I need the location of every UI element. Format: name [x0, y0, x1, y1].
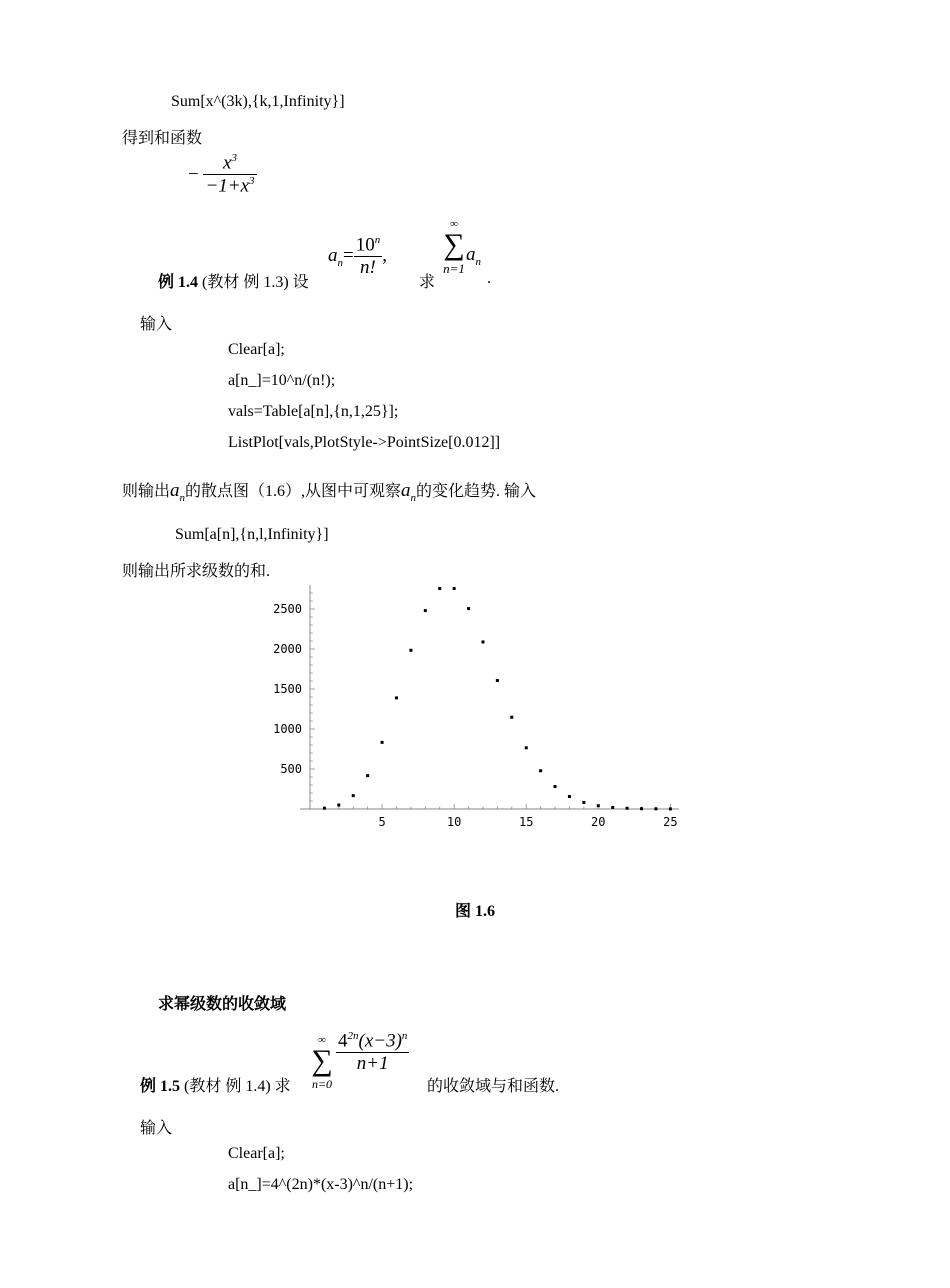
example-label-2: 例 1.5: [140, 1078, 181, 1095]
equals-sign: =: [343, 245, 354, 267]
code-line-6: a[n_]=4^(2n)*(x-3)^n/(n+1);: [228, 1176, 414, 1193]
sigma-symbol: ∑: [443, 228, 465, 261]
input-label-1: 输入: [140, 316, 173, 333]
data-point: [366, 774, 369, 777]
paren-exp: n: [401, 1030, 408, 1042]
numerator-exp: 3: [231, 152, 237, 164]
x-tick-label: 15: [518, 815, 534, 829]
base-four: 4: [338, 1030, 348, 1052]
period: .: [487, 270, 491, 287]
denominator: −1+x: [205, 175, 250, 197]
data-point: [395, 696, 398, 699]
data-point: [337, 804, 340, 807]
data-point: [481, 640, 484, 643]
data-point: [409, 649, 412, 652]
output-text: 则输出所求级数的和.: [122, 563, 271, 580]
y-tick-label: 1000: [273, 722, 302, 736]
x-tick-label: 25: [663, 815, 678, 829]
example-1-5-tail: 的收敛域与和函数.: [427, 1078, 560, 1095]
sum-operator-2: [308, 1035, 336, 1090]
sum-upper: ∞: [450, 218, 458, 230]
a-symbol: a: [328, 245, 338, 267]
y-tick-label: 500: [280, 762, 302, 776]
figure-caption: 图 1.6: [455, 903, 496, 920]
y-tick-label: 2500: [273, 602, 302, 616]
data-point: [597, 804, 600, 807]
code-line-4: ListPlot[vals,PlotStyle->PointSize[0.012]]: [228, 434, 501, 451]
data-point: [496, 679, 499, 682]
data-point: [539, 769, 542, 772]
sum-term-a: a: [466, 244, 476, 265]
data-point: [467, 607, 470, 610]
data-point: [611, 806, 614, 809]
explain-a-sub-2: n: [410, 491, 417, 504]
data-point: [626, 807, 629, 810]
data-point: [568, 795, 571, 798]
example-source-2: (教材 例 1.4) 求: [180, 1078, 291, 1095]
denominator-exp: 3: [249, 175, 255, 188]
series-fraction: [336, 1030, 409, 1075]
data-point: [640, 807, 643, 810]
code-line-1: Clear[a];: [228, 341, 285, 358]
data-point: [381, 741, 384, 744]
sum-lower: n=1: [443, 261, 465, 276]
explain-part-1: 则输出: [122, 483, 171, 500]
y-tick-label: 1500: [273, 682, 302, 696]
sigma-symbol-2: ∑: [311, 1044, 333, 1077]
data-point: [438, 587, 441, 590]
data-point: [654, 807, 657, 810]
x-tick-label: 20: [591, 815, 606, 829]
qiu-char: 求: [419, 274, 436, 291]
data-point: [582, 801, 585, 804]
base-exp: 2n: [347, 1030, 359, 1042]
ten-exp: n: [374, 234, 381, 246]
minus-sign: −: [188, 163, 199, 185]
explain-a-sub: n: [179, 491, 186, 504]
sum-term-sub: n: [475, 255, 481, 268]
example-label: 例 1.4: [158, 274, 199, 291]
code-line-2: a[n_]=10^n/(n!);: [228, 372, 336, 389]
explain-a-2: a: [401, 480, 411, 501]
code-line-3: vals=Table[a[n],{n,1,25}];: [228, 403, 399, 420]
data-point: [669, 807, 672, 810]
data-point: [453, 587, 456, 590]
x-tick-label: 5: [378, 815, 386, 829]
explain-part-3: 的变化趋势. 输入: [416, 483, 537, 500]
explain-a: a: [170, 480, 180, 501]
section-title: 求幂级数的收敛域: [158, 996, 287, 1013]
x-tick-label: 10: [446, 815, 462, 829]
a-sub: n: [337, 256, 343, 269]
result-label: 得到和函数: [122, 130, 203, 147]
code-sum-an: Sum[a[n],{n,l,Infinity}]: [175, 526, 329, 543]
data-point: [554, 785, 557, 788]
input-label-2: 输入: [140, 1120, 173, 1137]
sum-lower-2: n=0: [311, 1077, 333, 1091]
example-1-5-heading: [140, 1073, 291, 1096]
y-tick-label: 2000: [273, 642, 302, 656]
numerator: x: [223, 152, 232, 174]
data-point: [525, 746, 528, 749]
explain-part-2: 的散点图（1.6）,从图中可观察: [185, 483, 402, 500]
n-factorial: n!: [360, 257, 376, 279]
paren-term: (x−3): [358, 1030, 402, 1052]
code-line-5: Clear[a];: [228, 1145, 285, 1162]
example-source: (教材 例 1.3) 设: [198, 274, 309, 291]
data-point: [424, 609, 427, 612]
comma: ,: [382, 245, 387, 267]
sum-upper-2: ∞: [318, 1034, 326, 1046]
data-point: [352, 794, 355, 797]
data-point: [323, 807, 326, 810]
ten: 10: [355, 234, 375, 256]
series-denominator: n+1: [356, 1053, 389, 1075]
data-point: [510, 716, 513, 719]
code-sum-x3k: Sum[x^(3k),{k,1,Infinity}]: [171, 93, 345, 110]
